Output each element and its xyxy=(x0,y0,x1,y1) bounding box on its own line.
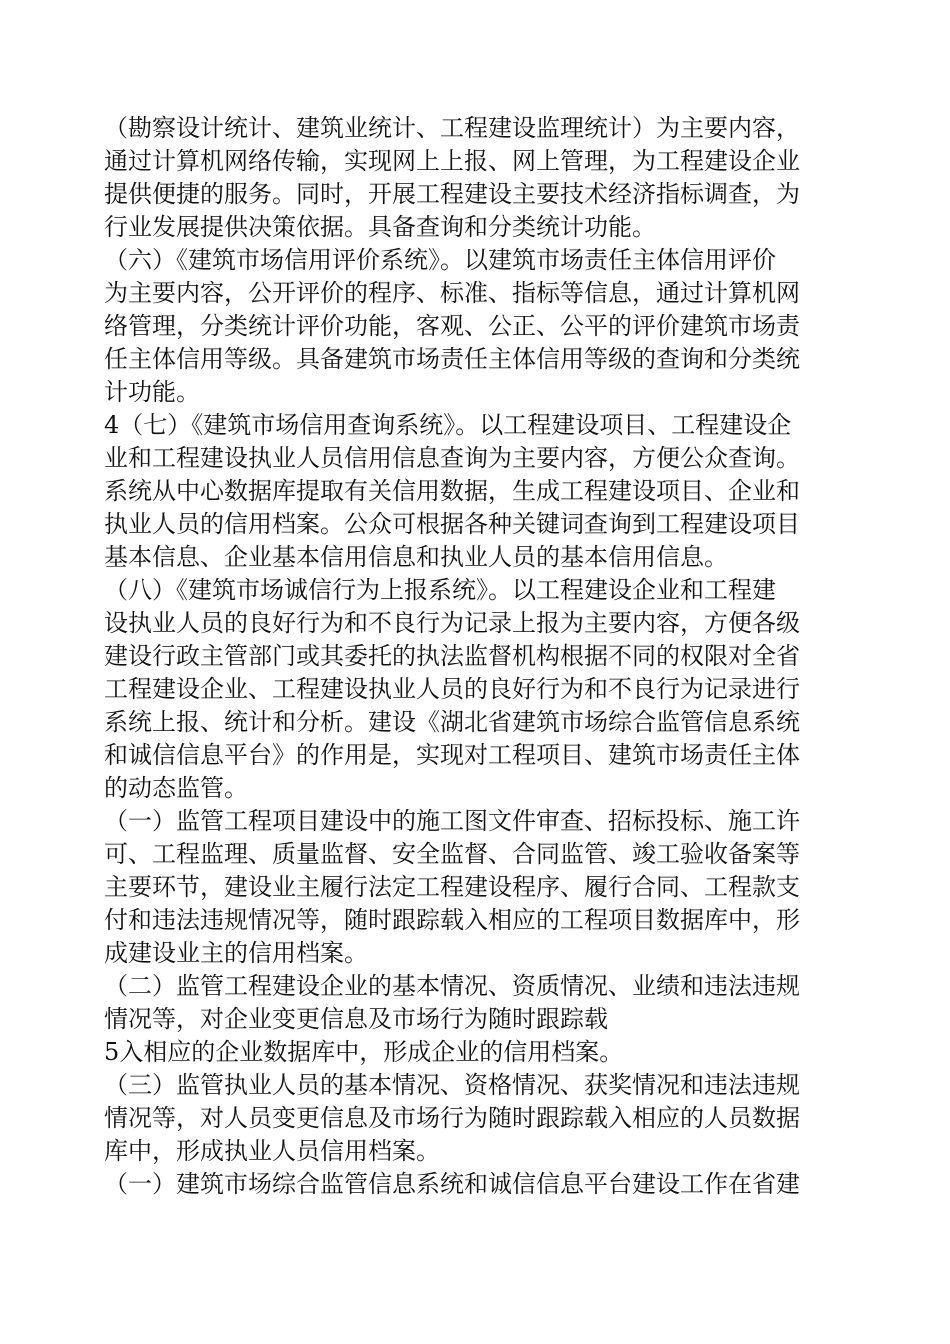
text-line: 4（七）《建筑市场信用查询系统》。以工程建设项目、工程建设企 xyxy=(104,411,792,439)
text-line: 库中，形成执业人员信用档案。 xyxy=(104,1137,440,1165)
text-line: 基本信息、企业基本信用信息和执业人员的基本信用信息。 xyxy=(104,543,728,571)
text-line: 建设行政主管部门或其委托的执法监督机构根据不同的权限对全省 xyxy=(104,642,800,670)
text-line: 工程建设企业、工程建设执业人员的良好行为和不良行为记录进行 xyxy=(104,675,800,703)
text-line: 主要环节，建设业主履行法定工程建设程序、履行合同、工程款支 xyxy=(104,873,800,901)
text-line: （一）监管工程项目建设中的施工图文件审查、招标投标、施工许 xyxy=(104,807,800,835)
text-line: 行业发展提供决策依据。具备查询和分类统计功能。 xyxy=(104,213,656,241)
text-line: 情况等，对企业变更信息及市场行为随时跟踪载 xyxy=(104,1005,608,1033)
text-line: 系统从中心数据库提取有关信用数据，生成工程建设项目、企业和 xyxy=(104,477,800,505)
text-line: 络管理，分类统计评价功能，客观、公正、公平的评价建筑市场责 xyxy=(104,312,800,340)
text-line: 情况等，对人员变更信息及市场行为随时跟踪载入相应的人员数据 xyxy=(104,1104,800,1132)
text-line: 为主要内容，公开评价的程序、标准、指标等信息，通过计算机网 xyxy=(104,279,800,307)
text-line: （勘察设计统计、建筑业统计、工程建设监理统计）为主要内容， xyxy=(104,114,800,142)
text-line: 计功能。 xyxy=(104,378,200,406)
text-line: 的动态监管。 xyxy=(104,774,248,802)
text-line: （一）建筑市场综合监管信息系统和诚信信息平台建设工作在省建 xyxy=(104,1170,800,1198)
text-line: （八）《建筑市场诚信行为上报系统》。以工程建设企业和工程建 xyxy=(104,576,776,604)
text-line: 成建设业主的信用档案。 xyxy=(104,939,368,967)
text-line: 提供便捷的服务。同时，开展工程建设主要技术经济指标调查，为 xyxy=(104,180,800,208)
text-line: （二）监管工程建设企业的基本情况、资质情况、业绩和违法违规 xyxy=(104,972,800,1000)
text-line: 和诚信信息平台》的作用是，实现对工程项目、建筑市场责任主体 xyxy=(104,741,800,769)
text-line: （六）《建筑市场信用评价系统》。以建筑市场责任主体信用评价 xyxy=(104,246,776,274)
text-line: 付和违法违规情况等，随时跟踪载入相应的工程项目数据库中，形 xyxy=(104,906,800,934)
text-line: 任主体信用等级。具备建筑市场责任主体信用等级的查询和分类统 xyxy=(104,345,800,373)
text-line: 通过计算机网络传输，实现网上上报、网上管理，为工程建设企业 xyxy=(104,147,800,175)
text-line: 系统上报、统计和分析。建设《湖北省建筑市场综合监管信息系统 xyxy=(104,708,800,736)
text-line: 设执业人员的良好行为和不良行为记录上报为主要内容，方便各级 xyxy=(104,609,800,637)
document-page xyxy=(104,112,844,1201)
text-line: 5入相应的企业数据库中，形成企业的信用档案。 xyxy=(104,1038,624,1066)
text-line: 可、工程监理、质量监督、安全监督、合同监管、竣工验收备案等 xyxy=(104,840,800,868)
text-line: （三）监管执业人员的基本情况、资格情况、获奖情况和违法违规 xyxy=(104,1071,800,1099)
text-line: 业和工程建设执业人员信用信息查询为主要内容，方便公众查询。 xyxy=(104,444,800,472)
text-line: 执业人员的信用档案。公众可根据各种关键词查询到工程建设项目 xyxy=(104,510,800,538)
